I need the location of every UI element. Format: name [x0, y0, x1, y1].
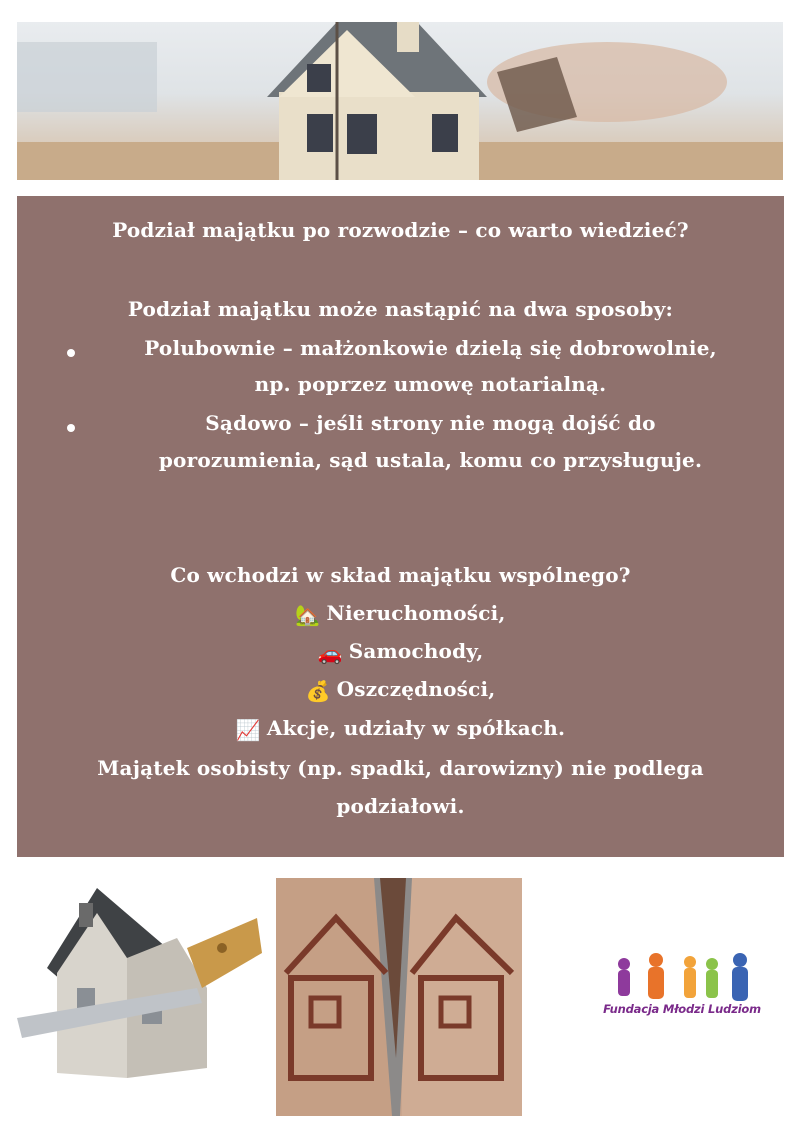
- item-real-estate: [17, 601, 784, 627]
- header-image: [17, 22, 783, 180]
- item-label: Nieruchomości,: [326, 601, 506, 625]
- intro-text: Podział majątku może nastąpić na dwa sposoby:: [127, 297, 674, 321]
- info-panel: [17, 196, 784, 857]
- bullet1-line1: Polubownie – małżonkowie dzielą się dobrowolnie,: [144, 336, 717, 360]
- item-savings: [17, 677, 784, 703]
- foundation-logo: [594, 952, 770, 1044]
- bullet-dot: [67, 349, 75, 357]
- bullet1-line2: np. poprzez umowę notarialną.: [254, 372, 607, 396]
- money-bag-icon: 💰: [305, 679, 331, 703]
- bullet-dot: [67, 424, 75, 432]
- logo-text: Fundacja Młodzi Ludziom: [603, 1002, 761, 1016]
- item-shares: [17, 716, 784, 742]
- item-cars: [17, 639, 784, 665]
- item-label: Akcje, udziały w spółkach.: [266, 716, 566, 740]
- house-with-garden-icon: 🏡: [295, 603, 321, 627]
- panel-title: Podział majątku po rozwodzie – co warto wiedzieć?: [112, 218, 689, 242]
- chart-increasing-icon: 📈: [235, 718, 261, 742]
- house-saw-image: [17, 878, 265, 1106]
- item-label: Oszczędności,: [336, 677, 496, 701]
- logo-figures-icon: [594, 952, 770, 1008]
- item-label: Samochody,: [348, 639, 484, 663]
- bullet2-line2: porozumienia, sąd ustala, komu co przysługuje.: [158, 448, 703, 472]
- bullet2-line1: Sądowo – jeśli strony nie mogą dojść do: [205, 411, 656, 435]
- car-icon: 🚗: [317, 641, 343, 665]
- question-heading: Co wchodzi w skład majątku wspólnego?: [170, 563, 631, 587]
- wood-axe-image: [276, 878, 522, 1116]
- note-line1: Majątek osobisty (np. spadki, darowizny) nie podlega: [97, 756, 704, 780]
- note-line2: podziałowi.: [336, 794, 465, 818]
